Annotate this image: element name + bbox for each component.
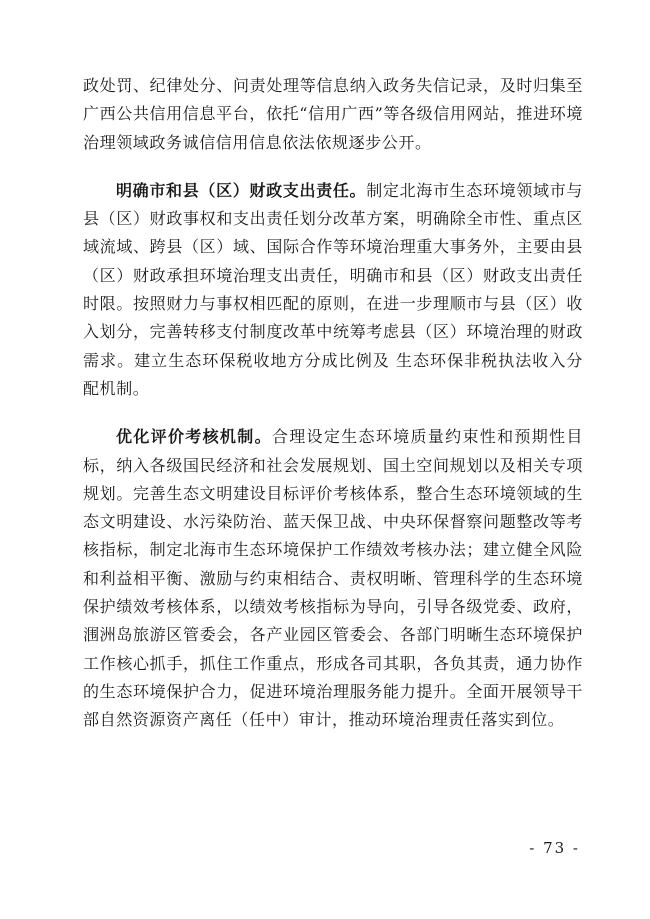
paragraph-text: 政处罚、纪律处分、问责处理等信息纳入政务失信记录，及时归集至广西公共信用信息平台，依托“信用广西”等各级信用网站，推进环境治理领域政务诚信信用信息依法依规逐步公开。 — [83, 76, 583, 152]
paragraph-text: 制定北海市生态环境领域市与县（区）财政事权和支出责任划分改革方案，明确除全市性、重点区域流域、跨县（区）域、国际合作等环境治理重大事务外，主要由县（区）财政承担环境治理支出责任，明确市和县（区）财政支出责任时限。按照财力与事权相匹配的原则，在进一步理顺市与县（区）收入划分，完善转移支付制度改革中统筹考虑县（区）环境治理的财政需求。建立生态环保税收地方分成比例及 生态环保非税执法收入分配机制。 — [83, 180, 583, 398]
paragraph-continuation — [83, 72, 583, 157]
paragraph-heading: 明确市和县（区）财政支出责任。 — [116, 180, 367, 200]
document-body — [83, 72, 583, 735]
paragraph-text: 合理设定生态环境质量约束性和预期性目标，纳入各级国民经济和社会发展规划、国土空间规划以及相关专项规划。完善生态文明建设目标评价考核体系，整合生态环境领域的生态文明建设、水污染防治、蓝天保卫战、中央环保督察问题整改等考核指标，制定北海市生态环境保护工作绩效考核办法；建立健全风险和利益相平衡、激励与约束相结合、责权明晰、管理科学的生态环境保护绩效考核体系，以绩效考核指标为导向，引导各级党委、政府，涠洲岛旅游区管委会，各产业园区管委会、各部门明晰生态环境保护工作核心抓手，抓住工作重点，形成各司其职，各负其责，通力协作的生态环境保护合力，促进环境治理服务能力提升。全面开展领导干部自然资源资产离任（任中）审计，推动环境治理责任落实到位。 — [83, 427, 583, 730]
paragraph-fiscal-responsibility — [83, 177, 583, 403]
paragraph-evaluation-mechanism — [83, 423, 583, 734]
paragraph-heading: 优化评价考核机制。 — [116, 427, 272, 447]
page-number: - 73 - — [529, 839, 580, 857]
